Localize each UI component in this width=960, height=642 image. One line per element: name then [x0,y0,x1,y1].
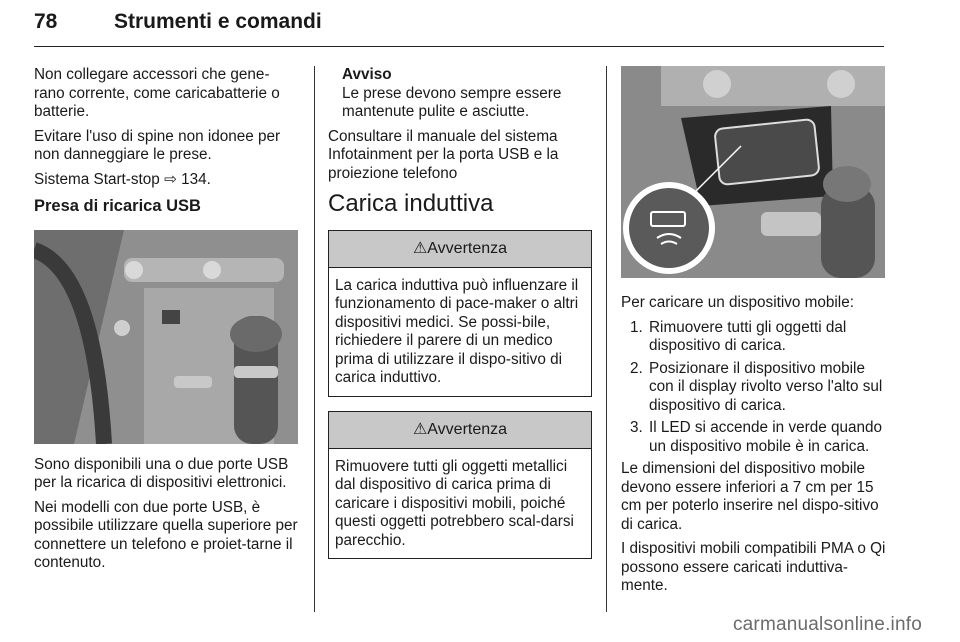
column-divider [314,66,315,612]
paragraph: I dispositivi mobili compatibili PMA o Qi possono essere caricati induttiva-mente. [621,540,886,594]
heading-induttiva: Carica induttiva [328,190,494,217]
column-left [34,66,300,579]
column-middle [328,66,592,573]
warning-box [328,230,592,397]
warning-title: ⚠Avvertenza [329,231,591,268]
watermark-text: carmanualsonline.info [732,614,922,635]
column-right [621,66,887,602]
column-divider [606,66,607,612]
warning-text: La carica induttiva può influenzare il funzionamento di pace-maker o altri dispositivi medici. Se possi-bile, richiedere il parere di un medico prima di utilizzare il dispo-sitivo di carica induttivo. [335,276,579,386]
paragraph: Nei modelli con due porte USB, è possibile utilizzare quella superiore per connettere un telefono e proiet-tarne il contenuto. [34,498,298,571]
list-item: 1. Rimuovere tutti gli oggetti dal dispositivo di carica. [647,319,887,356]
paragraph: Le dimensioni del dispositivo mobile devono essere inferiori a 7 cm per 15 cm per poterlo inserire nel dispo-sitivo di carica. [621,460,879,533]
note-text: Le prese devono sempre essere mantenute pulite e asciutte. [342,84,562,120]
warning-title: ⚠Avvertenza [329,412,591,449]
paragraph: Evitare l'uso di spine non idonee per non danneggiare le prese. [34,127,281,163]
page-number: 78 [34,10,58,33]
paragraph: Sono disponibili una o due porte USB per la ricarica di dispositivi elettronici. [34,455,289,491]
steps-list [621,319,887,457]
paragraph: Sistema Start-stop ⇨ 134. [34,170,211,188]
page-header [34,6,884,47]
note-box [328,66,592,122]
heading-usb: Presa di ricarica USB [34,197,201,215]
note-title: Avviso [342,66,392,83]
list-item: 2. Posizionare il dispositivo mobile con il display rivolto verso l'alto sul dispositivo di carica. [647,360,887,416]
paragraph: Per caricare un dispositivo mobile: [621,294,854,311]
section-title: Strumenti e comandi [114,10,322,33]
warning-text: Rimuovere tutti gli oggetti metallici dal dispositivo di carica prima di caricare i dispositivi mobili, poiché questi oggetti potrebbero scal-darsi parecchio. [335,457,574,549]
inductive-charger-photo [621,66,885,278]
paragraph: Consultare il manuale del sistema Infotainment per la porta USB e la proiezione telefono [328,127,559,182]
usb-port-photo [34,230,298,444]
paragraph: Non collegare accessori che gene-rano corrente, come caricabatterie o batterie. [34,66,280,120]
list-item: 3. Il LED si accende in verde quando un dispositivo mobile è in carica. [647,419,887,456]
warning-box [328,411,592,560]
